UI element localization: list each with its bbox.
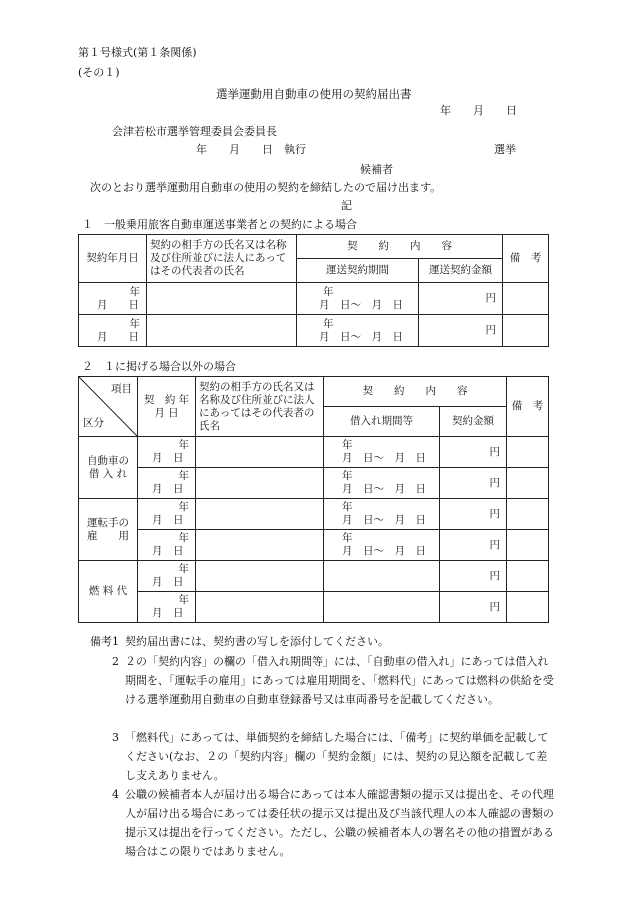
note-item — [112, 785, 555, 861]
s2-remarks-cell[interactable] — [507, 468, 549, 499]
s2-pyear: 年 — [342, 439, 353, 451]
table-row — [79, 315, 549, 347]
s2-diag-header — [79, 377, 138, 437]
s2-year: 年 — [178, 470, 189, 482]
s2-remarks-cell[interactable] — [507, 437, 549, 468]
s1-col-contract: 契 約 内 容 — [297, 235, 503, 259]
s1-r2-amount: 円 — [419, 315, 503, 347]
note-number: 2 — [112, 655, 119, 668]
table-row — [79, 468, 549, 499]
form-number: 第１号様式(第１条関係) — [78, 46, 197, 59]
s2-amount: 円 — [440, 592, 507, 623]
s1-r2-year: 年 — [129, 317, 140, 330]
s2-remarks-cell[interactable] — [507, 592, 549, 623]
section2-heading: ２ １に掲げる場合以外の場合 — [82, 360, 236, 373]
s2-party-cell[interactable] — [196, 468, 324, 499]
table-row — [79, 437, 549, 468]
s2-party-cell[interactable] — [196, 561, 324, 592]
s1-r1-year: 年 — [129, 285, 140, 298]
s1-r2-party[interactable] — [147, 315, 297, 347]
s2-col-remarks: 備 考 — [507, 377, 549, 437]
note-number: 4 — [112, 788, 119, 801]
s1-r2-prange: 月 日〜 月 日 — [319, 330, 403, 343]
table-row — [79, 499, 549, 530]
note-number: 1 — [112, 635, 119, 648]
s2-prange: 月 日〜 月 日 — [342, 514, 426, 526]
table-row — [79, 530, 549, 561]
s2-diag-item: 項目 — [111, 383, 132, 395]
s2-prange: 月 日〜 月 日 — [342, 452, 426, 464]
s1-r1-md: 月 日 — [97, 298, 139, 311]
s2-year: 年 — [178, 594, 189, 606]
s2-col-period: 借入れ期間等 — [324, 407, 440, 437]
s2-party-cell[interactable] — [196, 499, 324, 530]
s2-md: 月 日 — [152, 545, 184, 557]
candidate-label: 候補者 — [360, 163, 393, 176]
s2-prange: 月 日〜 月 日 — [342, 483, 426, 495]
s1-r2-remarks[interactable] — [503, 315, 549, 347]
s2-year: 年 — [178, 439, 189, 451]
table-row — [79, 592, 549, 623]
s2-remarks-cell[interactable] — [507, 561, 549, 592]
note-item — [112, 632, 555, 651]
s2-md: 月 日 — [152, 607, 184, 619]
section1-heading: １ 一般乗用旅客自動車運送事業者との契約による場合 — [82, 218, 357, 231]
s1-col-amount: 運送契約金額 — [419, 259, 503, 283]
s2-pyear: 年 — [342, 532, 353, 544]
note-number: 3 — [112, 731, 119, 744]
addressee: 会津若松市選挙管理委員会委員長 — [112, 125, 277, 138]
s1-r1-remarks[interactable] — [503, 283, 549, 315]
submission-date: 年 月 日 — [440, 104, 517, 117]
s2-col-date: 契 約 年 月 日 — [138, 377, 196, 437]
s2-md: 月 日 — [152, 483, 184, 495]
s2-remarks-cell[interactable] — [507, 530, 549, 561]
note-text: 「燃料代」にあっては、単価契約を締結した場合には、「備考」に契約単価を記載してください(なお、２の「契約内容」欄の「契約金額」には、契約の見込額を記載して差し支えありません。 — [125, 731, 549, 782]
intro-text: 次のとおり選挙運動用自動車の使用の契約を締結したので届け出ます。 — [90, 181, 442, 194]
note-text: ２の「契約内容」の欄の「借入れ期間等」には、「自動車の借入れ」にあっては借入れ期間を、「運転手の雇用」にあっては雇用期間を、「燃料代」にあっては燃料の供給を受ける選挙運動用自動車の自動車登録番号又は車両番号を記載してください。 — [125, 655, 554, 706]
s2-col-contract: 契 約 内 容 — [324, 377, 507, 407]
s2-year: 年 — [178, 532, 189, 544]
s1-r2-pyear: 年 — [323, 317, 334, 330]
note-item — [112, 728, 555, 785]
s2-amount: 円 — [440, 499, 507, 530]
s1-r1-amount: 円 — [419, 283, 503, 315]
s2-pyear: 年 — [342, 501, 353, 513]
s2-period-cell[interactable] — [324, 561, 440, 592]
s1-col-date: 契約年月日 — [79, 235, 147, 283]
s2-prange: 月 日〜 月 日 — [342, 545, 426, 557]
s2-diag-class: 区分 — [83, 417, 104, 429]
s2-period-cell[interactable] — [324, 592, 440, 623]
note-text: 公職の候補者本人が届け出る場合にあっては本人確認書類の提示又は提出を、その代理人が届け出る場合にあっては委任状の提示又は提出及び当該代理人の本人確認の書類の提示又は提出を行ってください。ただし、公職の候補者本人の署名その他の措置がある場合はこの限りではありません。 — [125, 788, 554, 858]
part-label: (その１) — [78, 66, 120, 79]
s2-group-driver: 運転手の雇 用 — [79, 499, 138, 561]
s2-amount: 円 — [440, 468, 507, 499]
ki-label: 記 — [341, 199, 352, 212]
s2-year: 年 — [178, 501, 189, 513]
s2-group-fuel: 燃 料 代 — [79, 561, 138, 623]
s2-pyear: 年 — [342, 470, 353, 482]
s2-md: 月 日 — [152, 452, 184, 464]
s2-remarks-cell[interactable] — [507, 499, 549, 530]
s2-party-cell[interactable] — [196, 592, 324, 623]
s1-col-remarks: 備 考 — [503, 235, 549, 283]
s2-group-car: 自動車の借 入 れ — [79, 437, 138, 499]
s1-r2-md: 月 日 — [97, 330, 139, 343]
s2-party-cell[interactable] — [196, 437, 324, 468]
table-row — [79, 561, 549, 592]
table-row — [79, 283, 549, 315]
s2-col-party: 契約の相手方の氏名又は名称及び住所並びに法人にあってはその代表者の氏名 — [196, 377, 324, 437]
note-item — [112, 652, 555, 709]
s2-amount: 円 — [440, 437, 507, 468]
notes-head: 備考 — [90, 635, 112, 648]
note-text: 契約届出書には、契約書の写しを添付してください。 — [125, 635, 389, 648]
s2-amount: 円 — [440, 530, 507, 561]
section2-table — [78, 376, 549, 623]
s1-col-period: 運送契約期間 — [297, 259, 419, 283]
section1-table — [78, 234, 549, 347]
s2-md: 月 日 — [152, 514, 184, 526]
election-date: 年 月 日 執行 — [196, 143, 306, 156]
s1-r1-party[interactable] — [147, 283, 297, 315]
s2-amount: 円 — [440, 561, 507, 592]
s2-party-cell[interactable] — [196, 530, 324, 561]
election-suffix: 選挙 — [494, 143, 516, 156]
document-title: 選挙運動用自動車の使用の契約届出書 — [216, 87, 412, 101]
s2-col-amount: 契約金額 — [440, 407, 507, 437]
s1-r1-prange: 月 日〜 月 日 — [319, 298, 403, 311]
s1-col-party: 契約の相手方の氏名又は名称及び住所並びに法人にあってはその代表者の氏名 — [147, 235, 297, 283]
s2-year: 年 — [178, 563, 189, 575]
s2-md: 月 日 — [152, 576, 184, 588]
s1-r1-pyear: 年 — [323, 285, 334, 298]
